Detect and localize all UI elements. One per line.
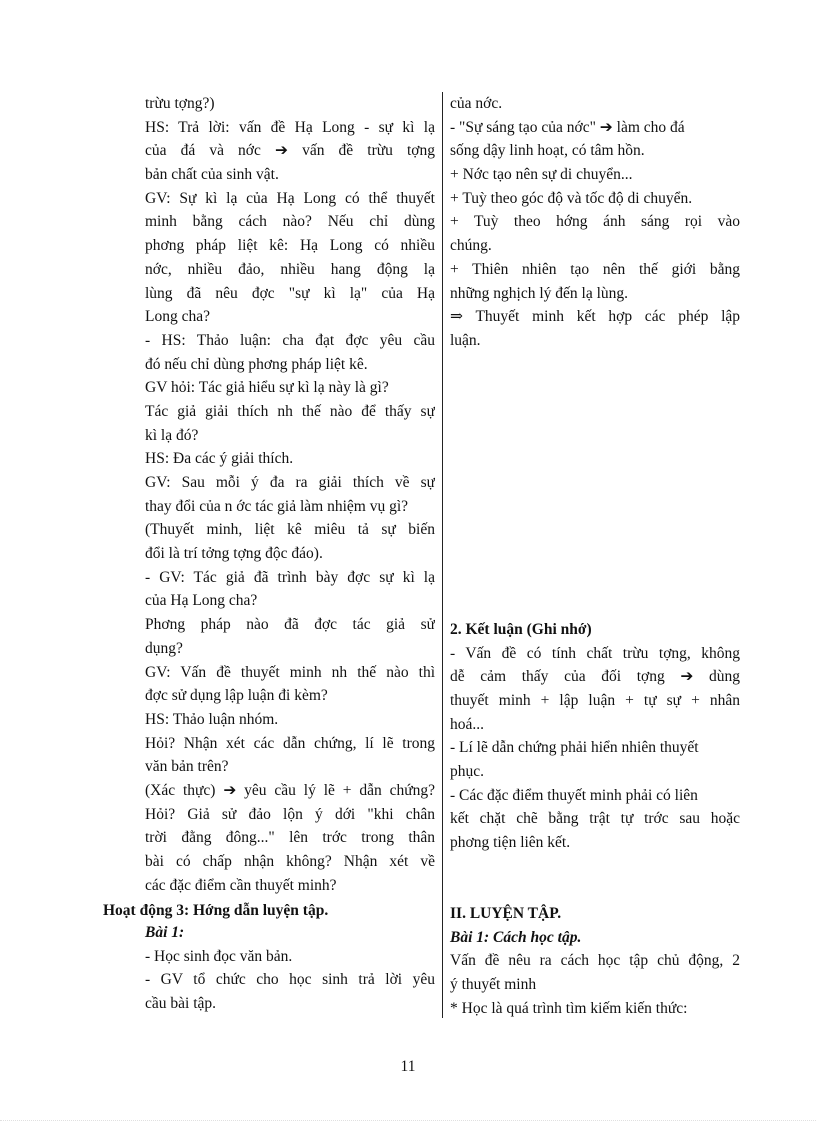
text-line: GV: Sau mỗi ý đa ra giải thích về sự <box>145 474 435 491</box>
text-line: thay đổi của n ớc tác giả làm nhiệm vụ gì? <box>145 497 409 515</box>
text-line: - Học sinh đọc văn bản. <box>145 947 293 965</box>
text-line: - GV: Tác giả đã trình bày đợc sự kì lạ <box>145 568 435 586</box>
text-line: GV: Vấn đề thuyết minh nh thế nào thì <box>145 663 435 681</box>
text-line: - Vấn đề có tính chất trừu tợng, không <box>450 644 740 662</box>
text-line: lùng đã nêu đợc "sự kì lạ" của Hạ <box>145 284 435 302</box>
text-line: sống dậy linh hoạt, có tâm hồn. <box>450 142 645 160</box>
text-line: đó nếu chỉ dùng phơng pháp liệt kê. <box>145 355 368 373</box>
exercise-label: Bài 1: Cách học tập. <box>450 928 582 946</box>
text-line: dễ cảm thấy của đối tợng ➔ dùng <box>450 668 740 686</box>
text-line: * Học là quá trình tìm kiếm kiến thức: <box>450 999 688 1017</box>
text-line: kì lạ đó? <box>145 426 199 444</box>
text-line: cầu bài tập. <box>145 995 217 1013</box>
left-column <box>145 92 435 1016</box>
right-column <box>450 92 740 1021</box>
text-line: Long cha? <box>145 308 210 326</box>
text-line: văn bản trên? <box>145 758 229 776</box>
text-line: trừu tợng?) <box>145 95 215 112</box>
text-line: - Các đặc điểm thuyết minh phải có liên <box>450 786 698 804</box>
text-line: Phơng pháp nào đã đợc tác giả sử <box>145 616 435 634</box>
text-line: GV hỏi: Tác giả hiểu sự kì lạ này là gì? <box>145 379 389 397</box>
text-line: ⇒ Thuyết minh kết hợp các phép lập <box>450 308 740 326</box>
text-line: HS: Đa các ý giải thích. <box>145 450 294 468</box>
text-line: (Thuyết minh, liệt kê miêu tả sự biến <box>145 521 435 539</box>
text-line: của đá và nớc ➔ vấn đề trừu tợng <box>145 142 435 160</box>
column-divider <box>442 92 443 1018</box>
text-line: thuyết minh + lập luận + tự sự + nhân <box>450 691 740 709</box>
text-line: + Tuỳ theo hớng ánh sáng rọi vào <box>450 213 740 231</box>
activity-heading: Hoạt động 3: Hớng dẫn luyện tập. <box>103 902 329 919</box>
text-line: Vấn đề nêu ra cách học tập chủ động, 2 <box>450 952 740 970</box>
text-line: luận. <box>450 331 481 349</box>
section-heading: II. LUYỆN TẬP. <box>450 905 562 923</box>
text-line: Hỏi? Giả sử đảo lộn ý dới "khi chân <box>145 805 435 823</box>
text-line: ý thuyết minh <box>450 976 537 994</box>
text-line: nớc, nhiều đảo, nhiều hang động lạ <box>145 260 435 278</box>
text-line: của Hạ Long cha? <box>145 592 258 610</box>
section-heading: 2. Kết luận (Ghi nhớ) <box>450 620 592 638</box>
text-line: các đặc điểm cần thuyết minh? <box>145 876 337 894</box>
page-bottom-rule <box>0 1120 816 1121</box>
text-line: + Thiên nhiên tạo nên thế giới bằng <box>450 260 740 278</box>
text-line: - Lí lẽ dẫn chứng phải hiển nhiên thuyết <box>450 739 699 757</box>
text-line: trời đằng đông..." lên trớc trong thân <box>145 829 435 847</box>
text-line: dụng? <box>145 639 183 657</box>
text-line: những nghịch lý đến lạ lùng. <box>450 284 629 302</box>
text-line: hoá... <box>450 715 485 733</box>
text-line: - "Sự sáng tạo của nớc" ➔ làm cho đá <box>450 118 685 136</box>
text-line: - HS: Thảo luận: cha đạt đợc yêu cầu <box>145 331 435 349</box>
text-line: phơng tiện liên kết. <box>450 834 571 852</box>
text-line: phơng pháp liệt kê: Hạ Long có nhiều <box>145 237 435 255</box>
text-line: đổi là trí tởng tợng độc đáo). <box>145 545 323 563</box>
text-line: GV: Sự kì lạ của Hạ Long có thể thuyết <box>145 189 435 207</box>
text-line: HS: Thảo luận nhóm. <box>145 710 279 728</box>
text-line: bài có chấp nhận không? Nhận xét về <box>145 853 435 870</box>
text-line: bản chất của sinh vật. <box>145 166 279 184</box>
exercise-label: Bài 1: <box>145 924 185 942</box>
text-line: chúng. <box>450 237 492 255</box>
text-line: kết chặt chẽ bằng trật tự trớc sau hoặc <box>450 810 740 828</box>
text-line: phục. <box>450 762 485 780</box>
text-line: + Tuỳ theo góc độ và tốc độ di chuyển. <box>450 189 693 207</box>
text-line: Tác giả giải thích nh thế nào để thấy sự <box>145 402 435 420</box>
text-line: - GV tổ chức cho học sinh trả lời yêu <box>145 971 435 989</box>
text-line: minh bằng cách nào? Nếu chỉ dùng <box>145 213 435 231</box>
page-number: 11 <box>400 1058 416 1075</box>
text-line: của nớc. <box>450 95 503 112</box>
text-line: Hỏi? Nhận xét các dẫn chứng, lí lẽ trong <box>145 734 435 752</box>
text-line: đợc sử dụng lập luận đi kèm? <box>145 687 328 705</box>
text-line: HS: Trả lời: vấn đề Hạ Long - sự kì lạ <box>145 118 435 136</box>
text-line: (Xác thực) ➔ yêu cầu lý lẽ + dẫn chứng? <box>145 781 435 799</box>
text-line: + Nớc tạo nên sự di chuyển... <box>450 166 633 184</box>
